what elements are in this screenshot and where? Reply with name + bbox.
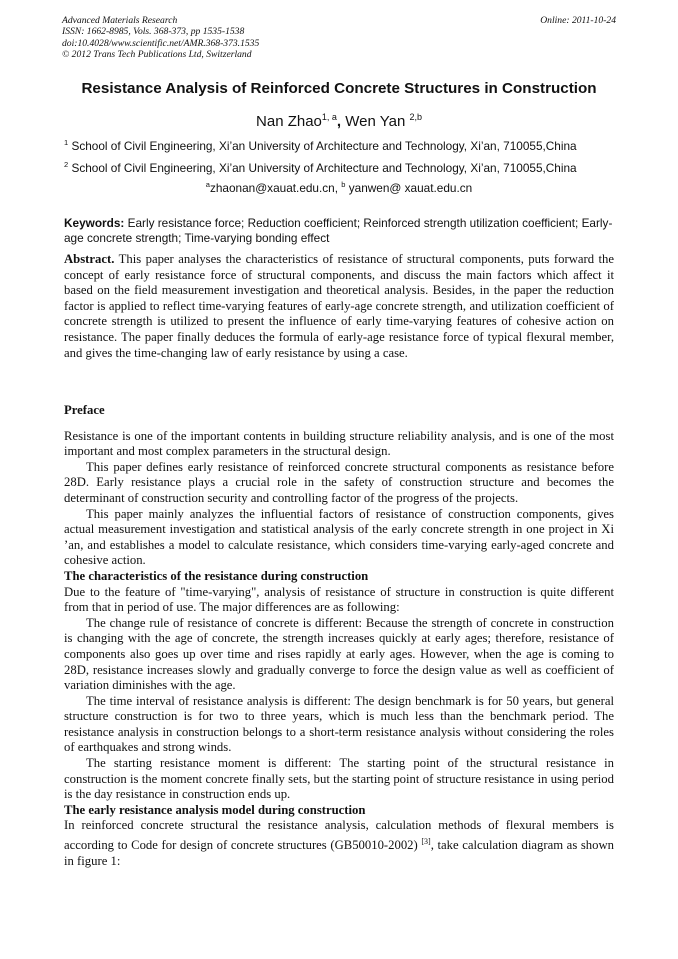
affiliation-2 <box>64 160 624 175</box>
email-b: yanwen@ xauat.edu.cn <box>345 180 473 195</box>
abstract-label: Abstract. <box>64 252 115 266</box>
model-text-b: , take calculation diagram as shown in figure 1: <box>64 838 615 868</box>
main-body <box>64 403 614 869</box>
characteristics-paragraph-1: Due to the feature of "time-varying", analysis of resistance of structure in construction is quite different from that in period of use. The major differences are as following: <box>64 584 614 615</box>
author-1-sup: 1, a <box>321 112 337 122</box>
characteristics-heading: The characteristics of the resistance during construction <box>64 568 369 583</box>
affiliation-2-sup: 2 <box>64 160 69 169</box>
citation-ref: [3] <box>421 837 431 847</box>
author-2-sup: 2,b <box>409 112 422 122</box>
characteristics-paragraph-3: The time interval of resistance analysis is different: The design benchmark is for 50 years, but general structure construction is for two to three years, which is much less than the benchmark period. The resistance analysis in construction belongs to a short-term resistance analysis without considering the roles of earthquakes and strong winds. <box>64 693 614 755</box>
preface-heading: Preface <box>64 403 105 417</box>
authors-line <box>40 112 638 130</box>
affiliation-2-text: School of Civil Engineering, Xi’an University of Architecture and Technology, Xi’an, 710055,China <box>68 160 577 175</box>
email-line <box>40 180 638 195</box>
journal-header <box>62 15 616 60</box>
keywords <box>64 216 619 246</box>
doi-line: doi:10.4028/www.scientific.net/AMR.368-373.1535 <box>62 37 260 49</box>
affiliation-1-text: School of Civil Engineering, Xi’an University of Architecture and Technology, Xi’an, 710055,China <box>68 138 577 153</box>
characteristics-paragraph-4: The starting resistance moment is different: The starting point of the structural resistance in construction is the moment concrete finally sets, but the starting point of structure resistance in using period is the day resistance in construction ends up. <box>64 756 614 802</box>
paper-title: Resistance Analysis of Reinforced Concrete Structures in Construction <box>81 80 597 97</box>
preface-paragraph-3: This paper mainly analyzes the influential factors of resistance of construction components, gives actual measurement investigation and statistical analysis of the early concrete strength in one project in Xi ’an, and establishes a model to calculate resistance, which considers time-varying early-aged concrete and cohesive action. <box>64 506 614 568</box>
author-1-name: Nan Zhao <box>256 113 322 130</box>
preface-paragraph-2: This paper defines early resistance of reinforced concrete structural components as resistance before 28D. Early resistance plays a crucial role in the safety of construction structure and becomes the determinant of construction security and controlling factor of the progress of the projects. <box>64 459 614 505</box>
journal-name: Advanced Materials Research <box>62 15 178 26</box>
copyright-line: © 2012 Trans Tech Publications Ltd, Switzerland <box>62 48 252 60</box>
affiliation-1 <box>64 138 624 153</box>
preface-paragraph-1: Resistance is one of the important contents in building structure reliability analysis, and is one of the most important and most complex parameters in the structural design. <box>64 428 614 459</box>
online-date: Online: 2011-10-24 <box>540 15 616 26</box>
abstract <box>64 252 614 361</box>
email-a: zhaonan@xauat.edu.cn, <box>209 180 342 195</box>
characteristics-paragraph-2: The change rule of resistance of concrete is different: Because the strength of concrete in construction is changing with the age of concrete, the strength increases quickly at early ages; therefore, resistance of components also goes up over time and rises rapidly at early ages. However, when the age is coming to 28D, resistance increases slowly and gradually converge to force the design value as well as coefficient of variation diminishes with the age. <box>64 615 614 693</box>
model-heading: The early resistance analysis model during construction <box>64 802 366 817</box>
issn-line: ISSN: 1662-8985, Vols. 368-373, pp 1535-1538 <box>62 26 245 38</box>
affiliation-1-sup: 1 <box>64 138 69 147</box>
model-text-a: In reinforced concrete structural the resistance analysis, calculation methods of flexural members is according to Code for design of concrete structures (GB50010-2002) <box>64 818 614 853</box>
email-sup-a: a <box>205 180 210 189</box>
keywords-text: Early resistance force; Reduction coefficient; Reinforced strength utilization coefficient; Early-age concrete strength; Time-varying bonding effect <box>64 216 613 245</box>
author-separator: , <box>336 113 346 130</box>
author-2-name: Wen Yan <box>345 113 410 130</box>
abstract-text: This paper analyses the characteristics of resistance of structural components, puts forward the concept of early resistance force of structural components, and discuss the main factors which affect it based on the field measurement investigation and theoretical analysis. Besides, in the paper the reduction factor is applied to reflect time-varying features of early-age concrete strength, and utilization coefficient of concrete strength is utilized to present the influence of early time-varying features of cohesive action on resistance. The paper finally deduces the formula of early-age resistance force of typical flexural member, and gives the time-changing law of early resistance by using a case. <box>64 252 614 360</box>
model-paragraph-1 <box>64 818 614 869</box>
email-sup-b: b <box>341 180 346 189</box>
keywords-label: Keywords: <box>64 216 125 230</box>
